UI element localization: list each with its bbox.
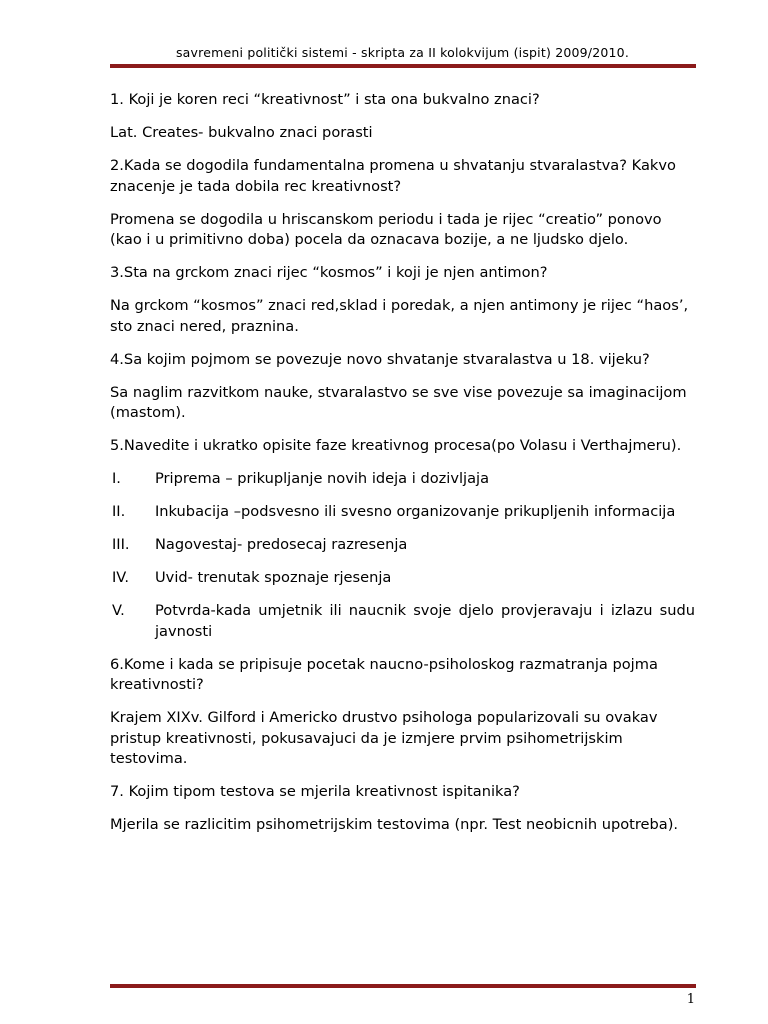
answer-7: Mjerila se razlicitim psihometrijskim testovima (npr. Test neobicnih upotreba). — [110, 816, 679, 833]
list-item — [110, 535, 695, 556]
list-item — [110, 568, 695, 589]
list-item-text: Inkubacija –podsvesno ili svesno organizovanje prikupljenih informacija — [155, 503, 676, 520]
answer-1: Lat. Creates- bukvalno znaci porasti — [110, 124, 373, 141]
list-item-number: III. — [112, 536, 130, 553]
question-4: 4.Sa kojim pojmom se povezuje novo shvatanje stvaralastva u 18. vijeku? — [110, 350, 650, 368]
list-item — [110, 502, 695, 523]
answer-2: Promena se dogodila u hriscanskom periodu i tada je rijec “creatio” ponovo (kao i u primitivno doba) pocela da oznacava bozije, a ne ljudsko djelo. — [110, 210, 662, 248]
list-item — [110, 469, 695, 490]
question-6: 6.Kome i kada se pripisuje pocetak naucno-psiholoskog razmatranja pojma kreativnosti? — [110, 655, 658, 693]
list-item-number: II. — [112, 503, 126, 520]
question-3: 3.Sta na grckom znaci rijec “kosmos” i koji je njen antimon? — [110, 264, 548, 281]
list-item-text: Nagovestaj- predosecaj razresenja — [155, 536, 408, 553]
list-item-text: Priprema – prikupljanje novih ideja i dozivljaja — [155, 470, 490, 487]
answer-6: Krajem XIXv. Gilford i Americko drustvo psihologa popularizovali su ovakav pristup kreativnosti, pokusavajuci da je izmjere prvim psihometrijskim testovima. — [110, 709, 658, 767]
list-item-number: V. — [112, 602, 125, 619]
page-header: savremeni politički sistemi - skripta za II kolokvijum (ispit) 2009/2010. — [175, 45, 630, 60]
page-number: 1 — [686, 992, 695, 1007]
list-item-text: Potvrda-kada umjetnik ili naucnik svoje djelo provjeravaju i izlazu sudu javnosti — [155, 602, 695, 640]
list-item-number: I. — [112, 470, 121, 487]
question-2: 2.Kada se dogodila fundamentalna promena u shvatanju stvaralastva? Kakvo znacenje je tada dobila rec kreativnost? — [110, 157, 676, 195]
question-1: 1. Koji je koren reci “kreativnost” i sta ona bukvalno znaci? — [110, 91, 540, 108]
document-body — [110, 90, 695, 848]
phase-list — [110, 469, 695, 642]
answer-4: Sa naglim razvitkom nauke, stvaralastvo se sve vise povezuje sa imaginacijom (mastom). — [110, 383, 687, 421]
answer-3: Na grckom “kosmos” znaci red,sklad i poredak, a njen antimony je rijec “haos’, sto znaci nered, praznina. — [110, 297, 689, 335]
list-item-text: Uvid- trenutak spoznaje rjesenja — [155, 569, 392, 586]
list-item — [110, 601, 695, 642]
header-rule — [110, 64, 696, 68]
footer-rule — [110, 984, 696, 988]
question-7: 7. Kojim tipom testova se mjerila kreativnost ispitanika? — [110, 783, 520, 800]
list-item-number: IV. — [112, 569, 130, 586]
question-5: 5.Navedite i ukratko opisite faze kreativnog procesa(po Volasu i Verthajmeru). — [110, 437, 682, 454]
